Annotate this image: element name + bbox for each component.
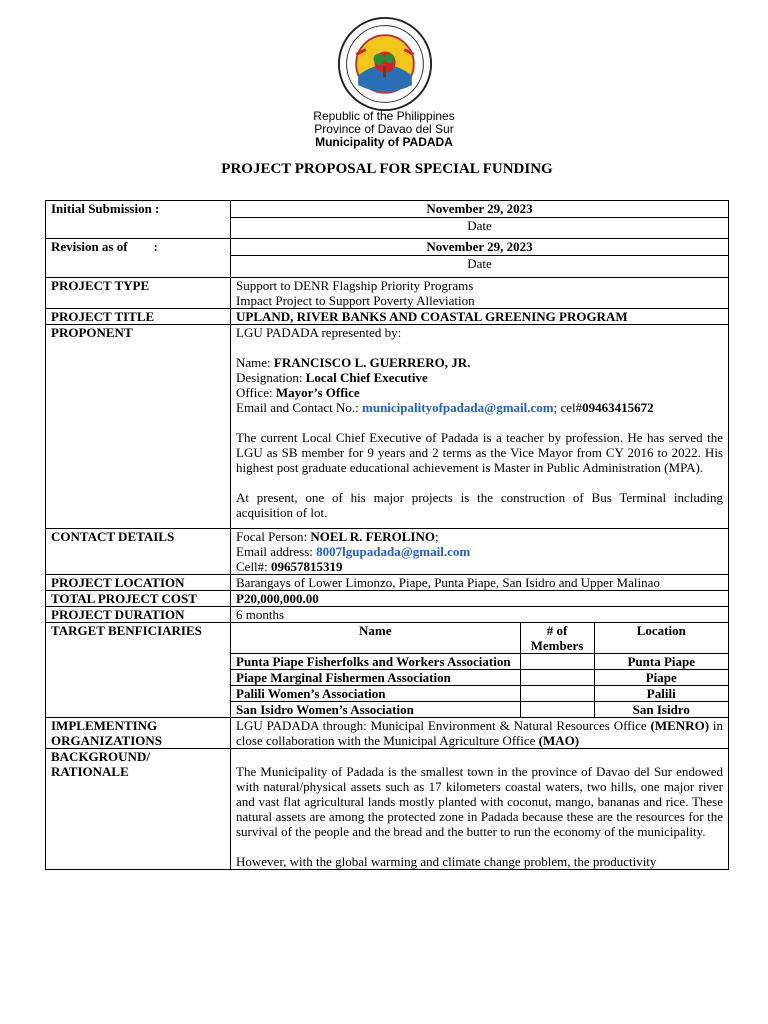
beneficiary-name: Piape Marginal Fishermen Association — [231, 670, 520, 686]
project-type-label: PROJECT TYPE — [46, 278, 231, 309]
beneficiaries-cell — [231, 623, 729, 718]
beneficiary-members — [520, 702, 594, 718]
contact-email-link[interactable]: 8007lgupadada@gmail.com — [316, 544, 471, 559]
background-para-2: However, with the global warming and climate change problem, the productivity — [236, 854, 657, 869]
office-label: Office: — [236, 385, 276, 400]
proponent-cel: 09463415672 — [582, 400, 654, 415]
cel-sep: ; cel# — [553, 400, 583, 415]
beneficiaries-label: TARGET BENFICIARIES — [46, 623, 231, 718]
col-header-members: # of Members — [520, 623, 594, 654]
beneficiary-location: Piape — [594, 670, 728, 686]
designation-label: Designation: — [236, 370, 306, 385]
proposal-table — [45, 200, 729, 870]
proponent-designation: Local Chief Executive — [305, 370, 428, 385]
revision-sub: Date — [231, 256, 729, 278]
beneficiary-location: Punta Piape — [594, 654, 728, 670]
table-row — [231, 670, 728, 686]
contact-email-label: Email address: — [236, 544, 317, 559]
proponent-intro: LGU PADADA represented by: — [236, 325, 402, 340]
duration-label: PROJECT DURATION — [46, 607, 231, 623]
beneficiary-members — [520, 670, 594, 686]
cost-value: P20,000,000.00 — [231, 591, 729, 607]
revision-label: Revision as of : — [46, 239, 231, 278]
beneficiary-members — [520, 686, 594, 702]
initial-submission-label: Initial Submission : — [46, 201, 231, 239]
contact-label: CONTACT DETAILS — [46, 529, 231, 575]
header-line-1: Republic of the Philippines — [313, 109, 455, 123]
location-value: Barangays of Lower Limonzo, Piape, Punta Piape, San Isidro and Upper Malinao — [231, 575, 729, 591]
proponent-cell — [231, 325, 729, 529]
proponent-email-link[interactable]: municipalityofpadada@gmail.com — [362, 400, 554, 415]
focal-end: ; — [435, 529, 439, 544]
duration-value: 6 months — [231, 607, 729, 623]
proponent-label: PROPONENT — [46, 325, 231, 529]
beneficiary-location: San Isidro — [594, 702, 728, 718]
contact-cell — [231, 529, 729, 575]
header-line-2: Province of Davao del Sur — [314, 122, 454, 136]
implementing-cell — [231, 718, 729, 749]
municipal-seal — [337, 16, 433, 112]
col-header-name: Name — [231, 623, 520, 654]
implementing-mao: (MAO) — [538, 733, 580, 748]
beneficiaries-table — [231, 623, 728, 717]
background-para-1: The Municipality of Padada is the smallest town in the province of Davao del Sur endowed with natural/physical assets such as 17 kilometers coastal waters, two hills, one major river and vast flat agricultural lands mostly planted with coconut, mango, bananas and rice. These natural assets are among the protected zone in Padada because these are the resources for the survival of the people and the bread and the butter to run the economy of the municipality. — [236, 764, 723, 839]
name-label: Name: — [236, 355, 274, 370]
cost-label: TOTAL PROJECT COST — [46, 591, 231, 607]
proponent-para-1: The current Local Chief Executive of Padada is a teacher by profession. He has served the LGU as SB member for 9 years and 2 terms as the Vice Mayor from CY 2016 to 2022. His highest post graduate educational achievement is Master in Public Administration (MPA). — [236, 430, 723, 475]
document-title: PROJECT PROPOSAL FOR SPECIAL FUNDING — [221, 161, 553, 177]
project-title-label: PROJECT TITLE — [46, 309, 231, 325]
project-type-2: Impact Project to Support Poverty Alleviation — [236, 293, 475, 308]
location-label: PROJECT LOCATION — [46, 575, 231, 591]
header-line-3: Municipality of PADADA — [315, 135, 453, 149]
col-header-location: Location — [594, 623, 728, 654]
background-cell — [231, 749, 729, 870]
project-type-1: Support to DENR Flagship Priority Programs — [236, 278, 474, 293]
beneficiary-location: Palili — [594, 686, 728, 702]
email-label: Email and Contact No.: — [236, 400, 363, 415]
revision-date: November 29, 2023 — [231, 239, 729, 256]
implementing-line1: LGU PADADA through: Municipal Environment & Natural Resources Office — [236, 718, 647, 733]
beneficiary-name: Palili Women’s Association — [231, 686, 520, 702]
focal-person: NOEL R. FEROLINO — [310, 529, 435, 544]
initial-submission-sub: Date — [231, 218, 729, 239]
focal-label: Focal Person: — [236, 529, 311, 544]
project-title-value: UPLAND, RIVER BANKS AND COASTAL GREENING PROGRAM — [231, 309, 729, 325]
implementing-label: IMPLEMENTING ORGANIZATIONS — [46, 718, 231, 749]
header-line-3-wrap — [0, 136, 768, 149]
proponent-para-2: At present, one of his major projects is the construction of Bus Terminal including acquisition of lot. — [236, 490, 723, 520]
proponent-office: Mayor’s Office — [275, 385, 360, 400]
beneficiary-name: San Isidro Women’s Association — [231, 702, 520, 718]
table-row — [231, 702, 728, 718]
beneficiary-members — [520, 654, 594, 670]
project-type-cell — [231, 278, 729, 309]
proponent-name: FRANCISCO L. GUERRERO, JR. — [273, 355, 471, 370]
implementing-mid: in close collaboration with the Municipal Agriculture Office — [236, 718, 723, 748]
beneficiary-name: Punta Piape Fisherfolks and Workers Association — [231, 654, 520, 670]
contact-cell-number: 09657815319 — [271, 559, 343, 574]
cell-label: Cell#: — [236, 559, 272, 574]
implementing-menro: (MENRO) — [650, 718, 710, 733]
background-label: BACKGROUND/ RATIONALE — [46, 749, 231, 870]
initial-submission-date: November 29, 2023 — [231, 201, 729, 218]
table-row — [231, 686, 728, 702]
table-row — [231, 654, 728, 670]
